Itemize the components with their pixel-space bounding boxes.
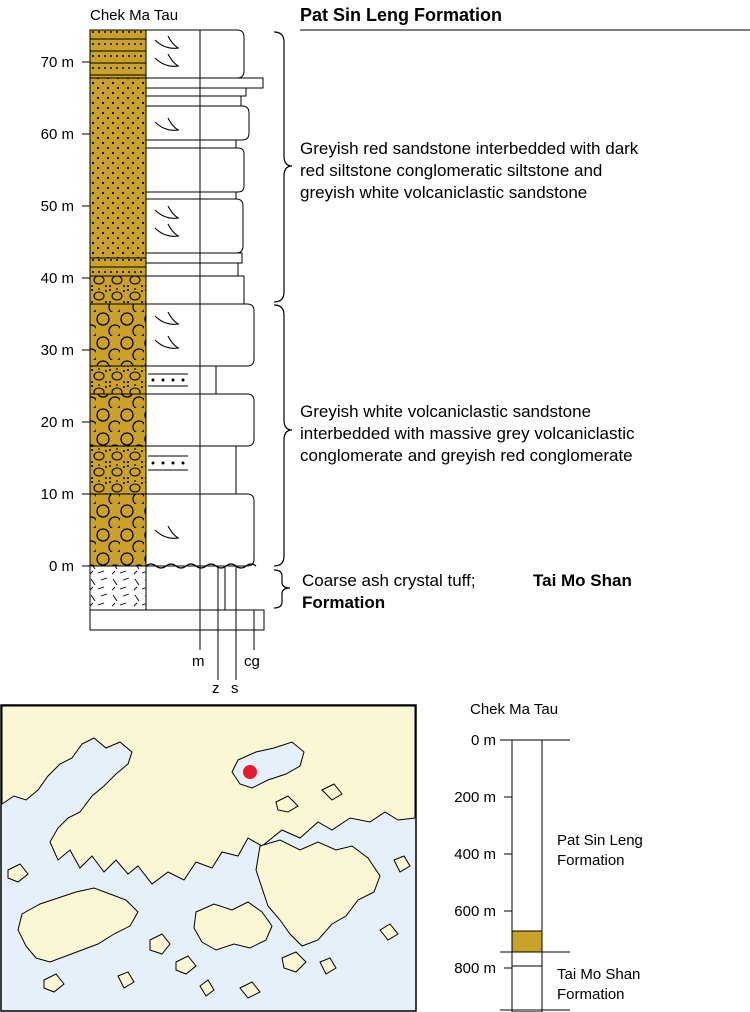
desc-middle-line-3: conglomerate and greyish red conglomerate bbox=[300, 446, 633, 465]
overview-location: Chek Ma Tau bbox=[470, 701, 559, 718]
grain-label-m: m bbox=[192, 653, 205, 670]
overview-upper-unit-line-2: Formation bbox=[557, 852, 625, 869]
desc-upper-line-2: red siltstone conglomeratic siltstone and bbox=[300, 161, 603, 180]
grain-label-z: z bbox=[212, 680, 220, 697]
depth-axis bbox=[82, 62, 90, 566]
depth-tick-label: 20 m bbox=[40, 414, 74, 431]
depth-tick-labels bbox=[41, 54, 74, 575]
overview-tick-label: 200 m bbox=[454, 789, 496, 806]
depth-tick-label: 50 m bbox=[40, 198, 74, 215]
depth-tick-label: 70 m bbox=[40, 54, 74, 71]
depth-tick-label: 60 m bbox=[40, 126, 74, 143]
unit-conglomerate-3 bbox=[90, 494, 146, 566]
desc-middle-line-2: interbedded with massive grey volcaniclastic bbox=[300, 424, 635, 443]
overview-lower-unit-line-1: Tai Mo Shan bbox=[557, 966, 641, 983]
overview-tick-label: 600 m bbox=[454, 903, 496, 920]
unit-descriptions bbox=[300, 139, 639, 612]
unit-conglomerate-1 bbox=[90, 304, 146, 366]
location-marker bbox=[243, 765, 257, 779]
section-location: Chek Ma Tau bbox=[90, 7, 179, 24]
desc-lower-bold-1: Tai Mo Shan bbox=[533, 571, 632, 590]
unit-conglomerate-2 bbox=[90, 394, 146, 446]
desc-middle-line-1: Greyish white volcaniclastic sandstone bbox=[300, 402, 592, 421]
overview-tick-label: 800 m bbox=[454, 960, 496, 977]
grain-label-cg: cg bbox=[244, 653, 260, 670]
desc-lower-bold-2: Formation bbox=[302, 593, 386, 612]
unit-pebbly-3 bbox=[90, 446, 146, 494]
depth-tick-label: 40 m bbox=[40, 270, 74, 287]
overview-lower-unit-line-2: Formation bbox=[557, 986, 625, 1003]
overview-upper-unit-line-1: Pat Sin Leng bbox=[557, 832, 643, 849]
stratigraphic-column bbox=[41, 7, 264, 697]
depth-tick-label: 0 m bbox=[48, 558, 74, 575]
unit-braces bbox=[274, 32, 292, 608]
unit-sandstone-upper bbox=[90, 78, 146, 258]
depth-tick-label: 30 m bbox=[40, 342, 74, 359]
desc-lower-prefix: Coarse ash crystal tuff; bbox=[302, 571, 476, 590]
overview-column bbox=[454, 701, 643, 1012]
depth-tick-label: 10 m bbox=[40, 486, 74, 503]
overview-tick-label: 400 m bbox=[454, 846, 496, 863]
formation-title: Pat Sin Leng Formation bbox=[300, 5, 503, 25]
unit-pebbly-2 bbox=[90, 366, 146, 394]
unit-laminated-top bbox=[90, 30, 146, 78]
desc-upper-line-1: Greyish red sandstone interbedded with dark bbox=[300, 139, 639, 158]
unit-pebbly-upper bbox=[90, 276, 146, 304]
grain-label-s: s bbox=[231, 680, 239, 697]
location-map bbox=[1, 705, 416, 1011]
unit-laminated-mid bbox=[90, 258, 146, 276]
overview-tick-label: 0 m bbox=[470, 732, 496, 749]
unit-tuff bbox=[90, 566, 146, 610]
desc-upper-line-3: greyish white volcaniclastic sandstone bbox=[300, 183, 588, 202]
